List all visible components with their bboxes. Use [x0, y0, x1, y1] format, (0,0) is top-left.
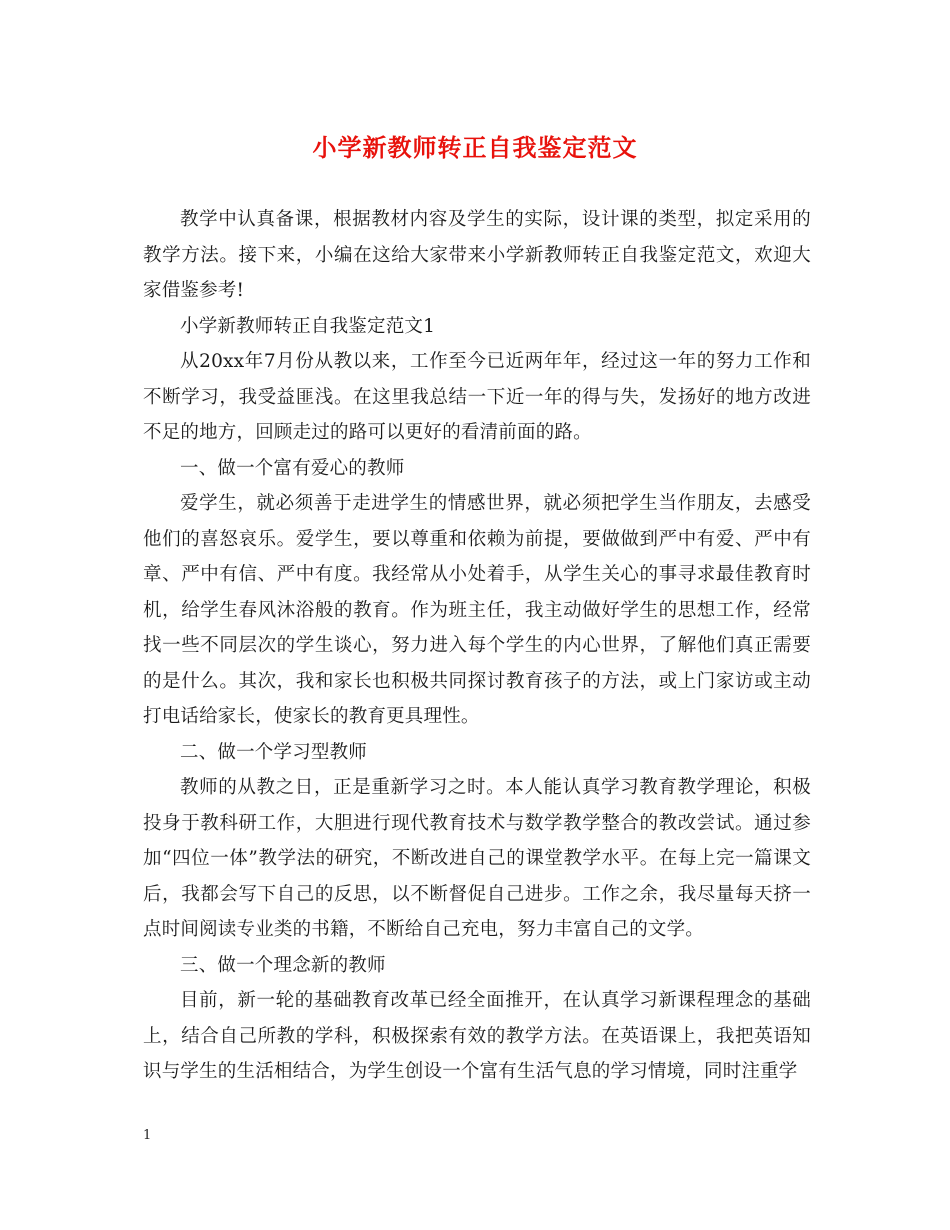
section-heading-3: 三、做一个理念新的教师 [180, 954, 386, 976]
section-heading-1: 一、做一个富有爱心的教师 [180, 457, 405, 479]
document-title: 小学新教师转正自我鉴定范文 [312, 133, 638, 162]
body-paragraph: 目前，新一轮的基础教育改革已经全面推开，在认真学习新课程理念的基础上，结合自己所教的学科，积极探索有效的教学方法。在英语课上，我把英语知识与学生的生活相结合，为学生创设一个富有生活气息的学习情境，同时注重学 [143, 990, 811, 1082]
page-number: 1 [143, 1128, 152, 1143]
intro-paragraph: 教学中认真备课，根据教材内容及学生的实际，设计课的类型，拟定采用的教学方法。接下来，小编在这给大家带来小学新教师转正自我鉴定范文，欢迎大家借鉴参考! [143, 209, 811, 301]
document-body [143, 202, 811, 1090]
body-paragraph: 爱学生，就必须善于走进学生的情感世界，就必须把学生当作朋友，去感受他们的喜怒哀乐。爱学生，要以尊重和依赖为前提，要做做到严中有爱、严中有章、严中有信、严中有度。我经常从小处着手，从学生关心的事寻求最佳教育时机，给学生春风沐浴般的教育。作为班主任，我主动做好学生的思想工作，经常找一些不同层次的学生谈心，努力进入每个学生的内心世界，了解他们真正需要的是什么。其次，我和家长也积极共同探讨教育孩子的方法，或上门家访或主动打电话给家长，使家长的教育更具理性。 [143, 493, 811, 727]
section-heading-sample-1: 小学新教师转正自我鉴定范文1 [180, 315, 436, 337]
section-heading-2: 二、做一个学习型教师 [180, 741, 368, 763]
body-paragraph: 从20xx年7月份从教以来，工作至今已近两年年，经过这一年的努力工作和不断学习，我受益匪浅。在这里我总结一下近一年的得与失，发扬好的地方改进不足的地方，回顾走过的路可以更好的看清前面的路。 [143, 351, 811, 443]
body-paragraph: 教师的从教之日，正是重新学习之时。本人能认真学习教育教学理论，积极投身于教科研工作，大胆进行现代教育技术与数学教学整合的教改尝试。通过参加“四位一体”教学法的研究，不断改进自己的课堂教学水平。在每上完一篇课文后，我都会写下自己的反思，以不断督促自己进步。工作之余，我尽量每天挤一点时间阅读专业类的书籍，不断给自己充电，努力丰富自己的文学。 [143, 777, 811, 940]
